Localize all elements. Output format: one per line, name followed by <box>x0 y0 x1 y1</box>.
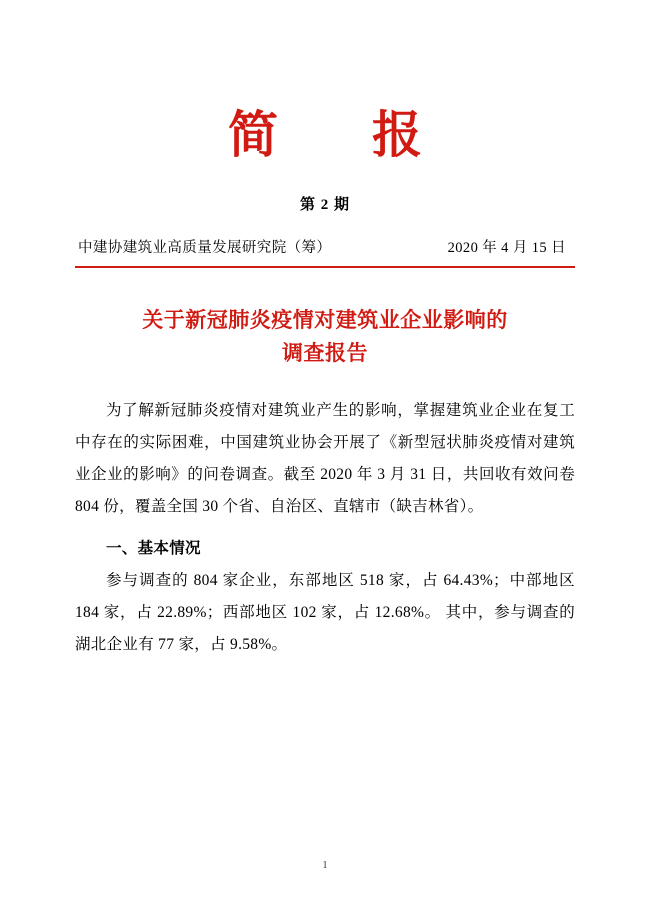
paragraph-text: 为了解新冠肺炎疫情对建筑业产生的影响，掌握建筑业企业在复工中存在的实际困难，中国建筑业协会开展了《新型冠状肺炎疫情对建筑业企业的影响》的问卷调查。截至 2020 年 3 月 31 日，共回收有效问卷 804 份，覆盖全国 30 个省、自治区、直辖市（缺吉林省）。 <box>75 402 575 515</box>
section-heading-basic-situation: 一、基本情况 <box>106 539 201 557</box>
page-number: 1 <box>322 859 328 871</box>
page-title-line-1: 关于新冠肺炎疫情对建筑业企业影响的 <box>142 308 508 332</box>
masthead-title: 简 报 <box>228 107 444 163</box>
publisher-name: 中建协建筑业高质量发展研究院（筹） <box>78 240 332 256</box>
section-1-paragraph <box>75 565 575 661</box>
publish-date: 2020 年 4 月 15 日 <box>447 240 566 256</box>
header-divider <box>75 266 575 268</box>
page-title-line-2: 调查报告 <box>282 340 368 365</box>
issue-number: 第 2 期 <box>299 197 350 213</box>
masthead-meta <box>75 236 575 257</box>
paragraph-text: 参与调查的 804 家企业，东部地区 518 家，占 64.43%；中部地区 184 家，占 22.89%；西部地区 102 家，占 12.68%。 其中，参与调查的湖北企业有 77 家，占 9.58%。 <box>75 571 575 653</box>
intro-paragraph <box>75 395 575 523</box>
page-title <box>75 304 575 369</box>
